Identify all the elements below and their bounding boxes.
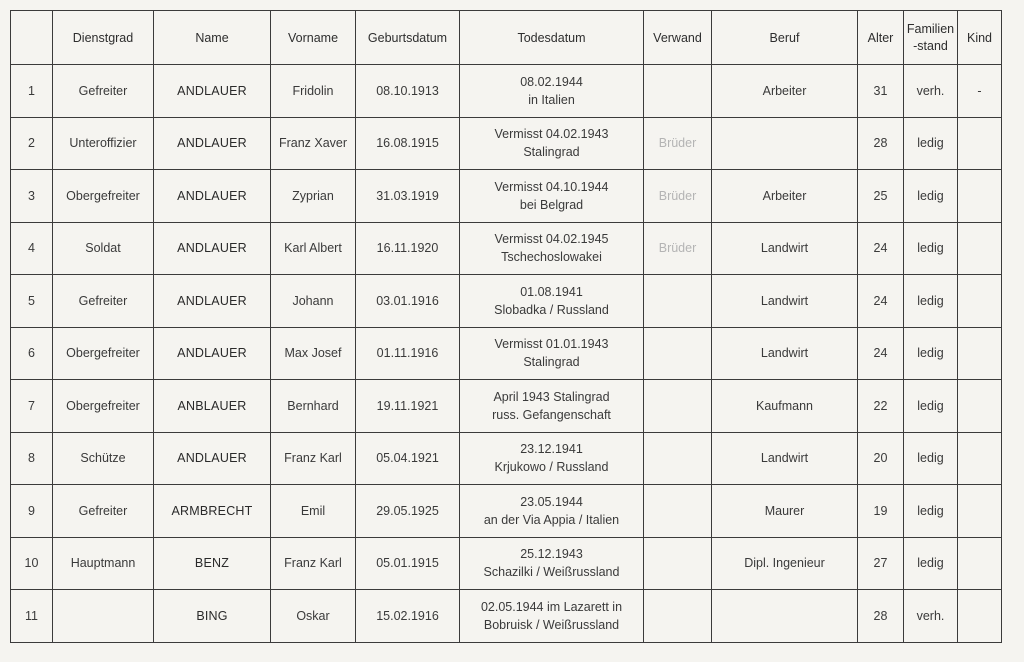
cell-nr: 5 — [11, 275, 53, 328]
cell-verwand: Brüder — [644, 222, 712, 275]
cell-geburtsdatum: 01.11.1916 — [356, 327, 460, 380]
cell-vorname: Emil — [271, 485, 356, 538]
cell-familienstand: ledig — [904, 327, 958, 380]
cell-dienstgrad: Obergefreiter — [53, 327, 154, 380]
cell-kind — [958, 537, 1002, 590]
header-alter: Alter — [858, 11, 904, 65]
cell-beruf: Kaufmann — [712, 380, 858, 433]
cell-dienstgrad: Obergefreiter — [53, 170, 154, 223]
cell-verwand — [644, 327, 712, 380]
table-row — [11, 327, 1002, 380]
cell-familienstand: ledig — [904, 117, 958, 170]
cell-alter: 28 — [858, 117, 904, 170]
cell-familienstand: ledig — [904, 275, 958, 328]
todesdatum-line1: 02.05.1944 im Lazarett in — [480, 599, 623, 614]
todesdatum-line2: russ. Gefangenschaft — [492, 407, 611, 422]
cell-geburtsdatum: 15.02.1916 — [356, 590, 460, 643]
cell-todesdatum — [460, 275, 644, 328]
cell-verwand — [644, 380, 712, 433]
cell-nr: 7 — [11, 380, 53, 433]
table-row — [11, 537, 1002, 590]
cell-todesdatum — [460, 117, 644, 170]
cell-familienstand: ledig — [904, 222, 958, 275]
table-row — [11, 275, 1002, 328]
header-familienstand — [904, 11, 958, 65]
cell-name: ANDLAUER — [154, 65, 271, 118]
todesdatum-line2: Bobruisk / Weißrussland — [483, 617, 620, 632]
cell-alter: 20 — [858, 432, 904, 485]
cell-kind — [958, 432, 1002, 485]
cell-name: BENZ — [154, 537, 271, 590]
cell-alter: 19 — [858, 485, 904, 538]
header-todesdatum: Todesdatum — [460, 11, 644, 65]
cell-dienstgrad: Obergefreiter — [53, 380, 154, 433]
cell-vorname: Franz Karl — [271, 537, 356, 590]
cell-name: ANDLAUER — [154, 327, 271, 380]
cell-verwand — [644, 590, 712, 643]
cell-geburtsdatum: 08.10.1913 — [356, 65, 460, 118]
todesdatum-line2: in Italien — [528, 92, 575, 107]
cell-alter: 27 — [858, 537, 904, 590]
cell-nr: 9 — [11, 485, 53, 538]
cell-familienstand: ledig — [904, 432, 958, 485]
cell-geburtsdatum: 05.01.1915 — [356, 537, 460, 590]
header-familienstand-line1: Familien — [906, 21, 955, 36]
cell-dienstgrad: Gefreiter — [53, 275, 154, 328]
cell-familienstand: ledig — [904, 380, 958, 433]
header-name: Name — [154, 11, 271, 65]
cell-vorname: Fridolin — [271, 65, 356, 118]
todesdatum-line2: Krjukowo / Russland — [494, 460, 609, 475]
cell-nr: 3 — [11, 170, 53, 223]
header-dienstgrad: Dienstgrad — [53, 11, 154, 65]
header-nr — [11, 11, 53, 65]
header-row — [11, 11, 1002, 65]
cell-alter: 24 — [858, 275, 904, 328]
cell-familienstand: ledig — [904, 170, 958, 223]
header-kind: Kind — [958, 11, 1002, 65]
cell-familienstand: verh. — [904, 590, 958, 643]
cell-beruf: Dipl. Ingenieur — [712, 537, 858, 590]
header-geburtsdatum: Geburtsdatum — [356, 11, 460, 65]
cell-alter: 28 — [858, 590, 904, 643]
cell-todesdatum — [460, 485, 644, 538]
table-row — [11, 222, 1002, 275]
todesdatum-line1: 23.05.1944 — [520, 494, 583, 509]
table-body — [11, 65, 1002, 643]
cell-vorname: Karl Albert — [271, 222, 356, 275]
cell-nr: 2 — [11, 117, 53, 170]
todesdatum-line2: an der Via Appia / Italien — [483, 512, 620, 527]
cell-geburtsdatum: 29.05.1925 — [356, 485, 460, 538]
cell-geburtsdatum: 19.11.1921 — [356, 380, 460, 433]
cell-nr: 1 — [11, 65, 53, 118]
cell-nr: 4 — [11, 222, 53, 275]
header-verwand: Verwand — [644, 11, 712, 65]
table-row — [11, 380, 1002, 433]
cell-geburtsdatum: 16.11.1920 — [356, 222, 460, 275]
todesdatum-line1: 23.12.1941 — [520, 442, 583, 457]
cell-alter: 24 — [858, 222, 904, 275]
todesdatum-line1: Vermisst 04.02.1943 — [494, 127, 609, 142]
cell-vorname: Franz Xaver — [271, 117, 356, 170]
cell-nr: 6 — [11, 327, 53, 380]
cell-vorname: Johann — [271, 275, 356, 328]
cell-familienstand: verh. — [904, 65, 958, 118]
cell-name: ANDLAUER — [154, 432, 271, 485]
cell-beruf: Landwirt — [712, 275, 858, 328]
cell-todesdatum — [460, 380, 644, 433]
cell-kind — [958, 485, 1002, 538]
cell-vorname: Franz Karl — [271, 432, 356, 485]
cell-vorname: Oskar — [271, 590, 356, 643]
cell-kind — [958, 275, 1002, 328]
todesdatum-line2: Schazilki / Weißrussland — [483, 565, 620, 580]
cell-todesdatum — [460, 170, 644, 223]
cell-name: ANDLAUER — [154, 117, 271, 170]
cell-alter: 31 — [858, 65, 904, 118]
todesdatum-line2: Stalingrad — [523, 145, 580, 160]
cell-name: ANDLAUER — [154, 222, 271, 275]
table-row — [11, 590, 1002, 643]
cell-kind — [958, 327, 1002, 380]
table-row — [11, 170, 1002, 223]
cell-verwand — [644, 432, 712, 485]
todesdatum-line1: Vermisst 01.01.1943 — [494, 337, 609, 352]
cell-dienstgrad: Gefreiter — [53, 485, 154, 538]
cell-name: ARMBRECHT — [154, 485, 271, 538]
cell-familienstand: ledig — [904, 485, 958, 538]
todesdatum-line1: Vermisst 04.02.1945 — [494, 232, 609, 247]
cell-beruf: Landwirt — [712, 222, 858, 275]
cell-verwand — [644, 65, 712, 118]
cell-vorname: Zyprian — [271, 170, 356, 223]
table-row — [11, 117, 1002, 170]
cell-alter: 24 — [858, 327, 904, 380]
todesdatum-line2: Stalingrad — [523, 355, 580, 370]
cell-verwand — [644, 275, 712, 328]
cell-dienstgrad — [53, 590, 154, 643]
cell-name: ANDLAUER — [154, 275, 271, 328]
cell-todesdatum — [460, 432, 644, 485]
cell-familienstand: ledig — [904, 537, 958, 590]
cell-verwand — [644, 485, 712, 538]
cell-todesdatum — [460, 222, 644, 275]
cell-geburtsdatum: 03.01.1916 — [356, 275, 460, 328]
cell-name: BING — [154, 590, 271, 643]
todesdatum-line2: Slobadka / Russland — [494, 302, 609, 317]
cell-todesdatum — [460, 65, 644, 118]
cell-geburtsdatum: 31.03.1919 — [356, 170, 460, 223]
todesdatum-line1: 08.02.1944 — [520, 74, 583, 89]
cell-dienstgrad: Hauptmann — [53, 537, 154, 590]
cell-kind — [958, 170, 1002, 223]
cell-nr: 8 — [11, 432, 53, 485]
cell-nr: 11 — [11, 590, 53, 643]
header-vorname: Vorname — [271, 11, 356, 65]
cell-name: ANDLAUER — [154, 170, 271, 223]
todesdatum-line1: 01.08.1941 — [520, 284, 583, 299]
cell-nr: 10 — [11, 537, 53, 590]
casualty-table — [10, 10, 1002, 643]
cell-beruf — [712, 117, 858, 170]
cell-todesdatum — [460, 590, 644, 643]
cell-vorname: Max Josef — [271, 327, 356, 380]
cell-beruf: Landwirt — [712, 432, 858, 485]
cell-kind — [958, 222, 1002, 275]
cell-verwand: Brüder — [644, 117, 712, 170]
todesdatum-line1: 25.12.1943 — [520, 547, 583, 562]
table-row — [11, 65, 1002, 118]
cell-dienstgrad: Gefreiter — [53, 65, 154, 118]
cell-dienstgrad: Unteroffizier — [53, 117, 154, 170]
cell-beruf: Landwirt — [712, 327, 858, 380]
cell-alter: 22 — [858, 380, 904, 433]
todesdatum-line2: bei Belgrad — [519, 197, 584, 212]
cell-geburtsdatum: 05.04.1921 — [356, 432, 460, 485]
cell-beruf — [712, 590, 858, 643]
cell-beruf: Arbeiter — [712, 65, 858, 118]
table-row — [11, 432, 1002, 485]
cell-kind — [958, 117, 1002, 170]
table-row — [11, 485, 1002, 538]
todesdatum-line2: Tschechoslowakei — [501, 250, 602, 265]
cell-verwand — [644, 537, 712, 590]
cell-beruf: Arbeiter — [712, 170, 858, 223]
cell-kind — [958, 590, 1002, 643]
cell-dienstgrad: Soldat — [53, 222, 154, 275]
cell-verwand: Brüder — [644, 170, 712, 223]
todesdatum-line1: April 1943 Stalingrad — [493, 389, 610, 404]
cell-todesdatum — [460, 537, 644, 590]
header-beruf: Beruf — [712, 11, 858, 65]
cell-kind — [958, 380, 1002, 433]
cell-todesdatum — [460, 327, 644, 380]
cell-name: ANBLAUER — [154, 380, 271, 433]
cell-geburtsdatum: 16.08.1915 — [356, 117, 460, 170]
cell-beruf: Maurer — [712, 485, 858, 538]
cell-kind: - — [958, 65, 1002, 118]
header-familienstand-line2: -stand — [913, 38, 948, 53]
todesdatum-line1: Vermisst 04.10.1944 — [494, 179, 609, 194]
cell-dienstgrad: Schütze — [53, 432, 154, 485]
cell-alter: 25 — [858, 170, 904, 223]
cell-vorname: Bernhard — [271, 380, 356, 433]
